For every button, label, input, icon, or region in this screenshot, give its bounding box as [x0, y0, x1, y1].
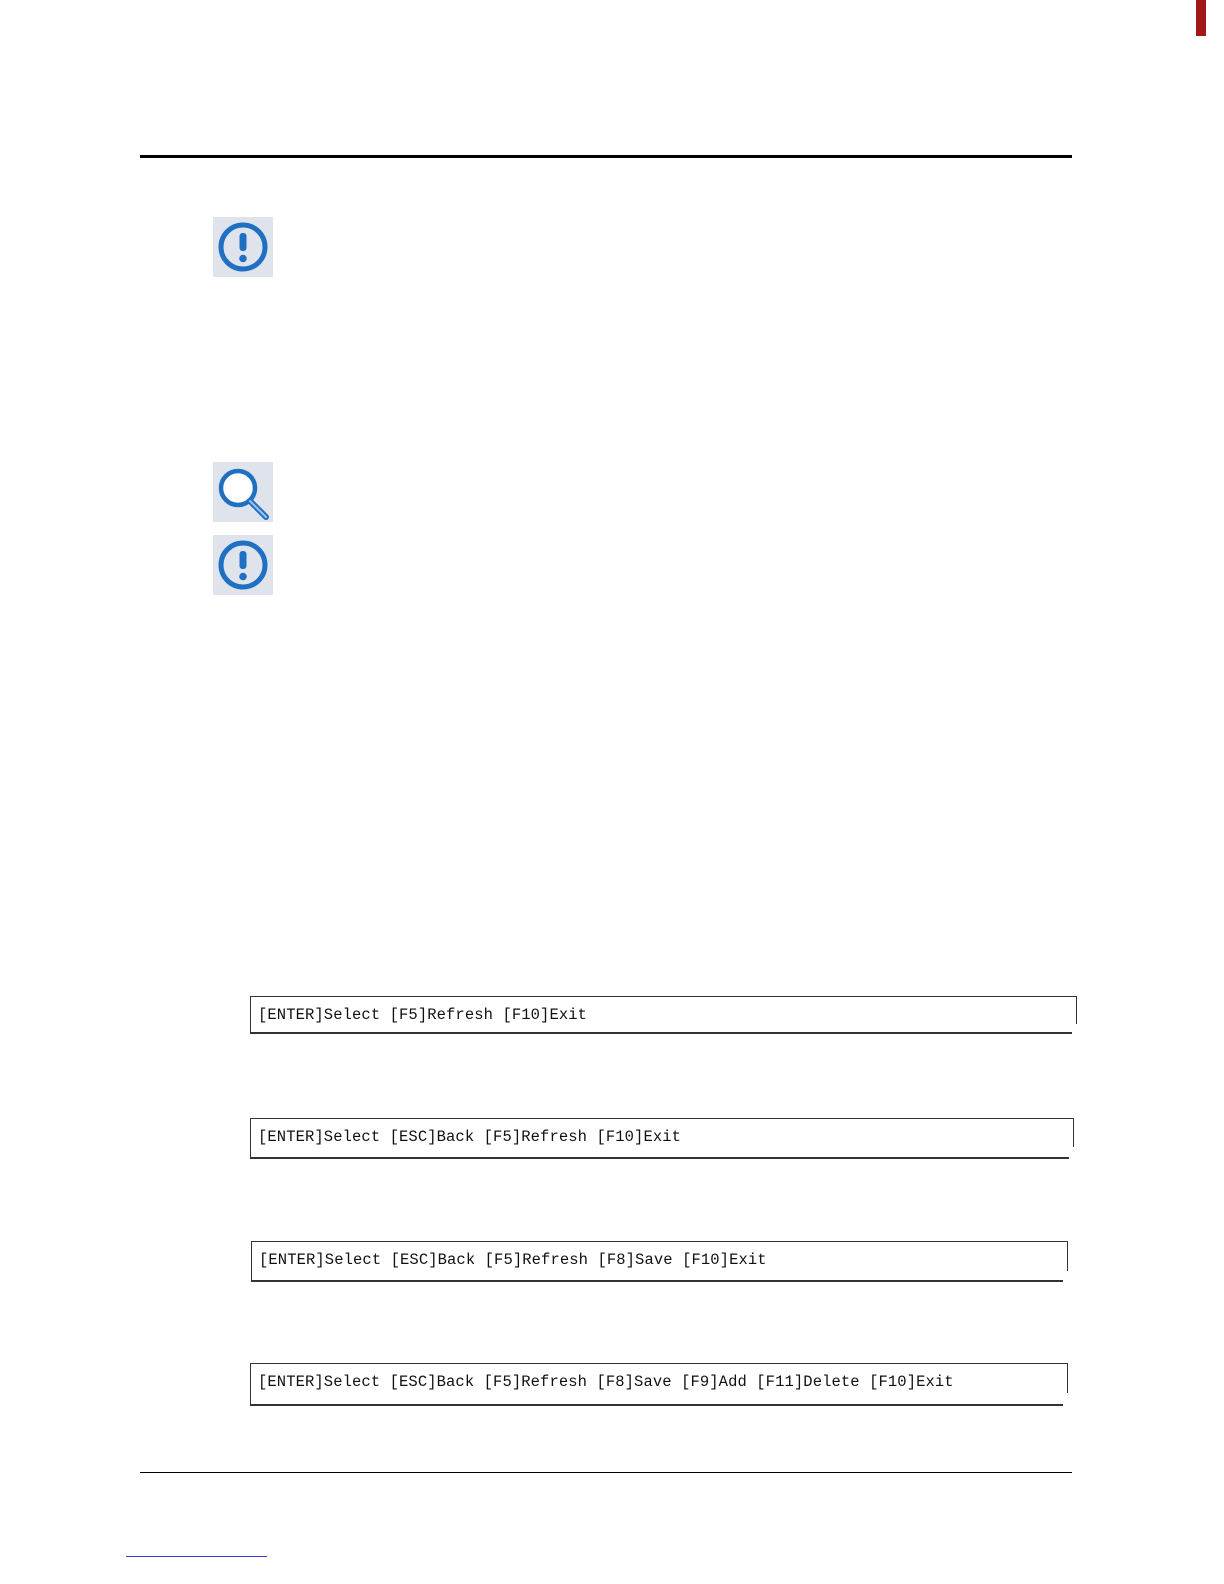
command-bar	[251, 1241, 1068, 1282]
page-edge-tab	[1196, 0, 1206, 36]
footer-link-underline[interactable]	[126, 1556, 267, 1557]
header-rule	[140, 155, 1072, 158]
note-magnifier-icon	[213, 462, 273, 522]
command-bar-text: [ENTER]Select [ESC]Back [F5]Refresh [F10]Exit	[258, 1128, 682, 1146]
important-icon	[213, 535, 273, 595]
command-bar	[250, 996, 1077, 1034]
command-bar-text: [ENTER]Select [ESC]Back [F5]Refresh [F8]Save [F9]Add [F11]Delete [F10]Exit	[258, 1373, 954, 1391]
important-icon-box	[213, 217, 273, 277]
note-icon-box	[213, 462, 273, 522]
footer-rule	[140, 1472, 1072, 1473]
command-bar-text: [ENTER]Select [ESC]Back [F5]Refresh [F8]Save [F10]Exit	[259, 1251, 767, 1269]
command-bar	[250, 1118, 1074, 1159]
command-bar	[250, 1363, 1068, 1406]
command-bar-text: [ENTER]Select [F5]Refresh [F10]Exit	[258, 1006, 588, 1024]
important-icon	[213, 217, 273, 277]
important-icon-box	[213, 535, 273, 595]
